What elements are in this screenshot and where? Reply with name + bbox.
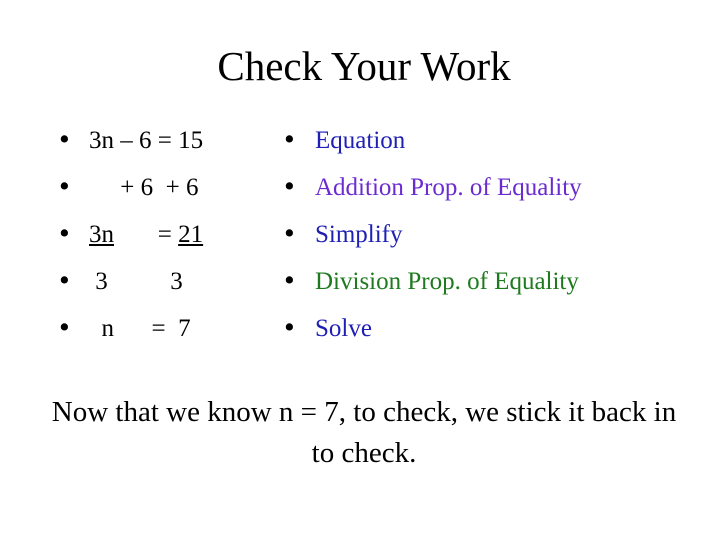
step-underlined-term: 3n	[89, 221, 114, 248]
reason-item	[282, 121, 722, 168]
step-text: =	[114, 221, 179, 248]
equation-step	[57, 168, 262, 215]
bullet-icon: •	[57, 125, 72, 154]
reason-label: Solve	[315, 315, 372, 342]
reason-label: Division Prop. of Equality	[315, 268, 579, 295]
bullet-icon: •	[282, 266, 297, 295]
bullet-icon: •	[282, 172, 297, 201]
slide-title: Check Your Work	[217, 43, 511, 89]
reason-item	[282, 168, 722, 215]
bullet-icon: •	[57, 172, 72, 201]
bullet-icon: •	[57, 313, 72, 342]
step-underlined-value: 21	[178, 221, 204, 248]
bullet-icon: •	[282, 219, 297, 248]
step-text: 3 3	[89, 268, 183, 295]
bullet-icon: •	[282, 313, 297, 342]
equation-step	[57, 309, 262, 356]
reason-label: Equation	[315, 127, 406, 154]
bullet-icon: •	[57, 266, 72, 295]
reason-item	[282, 309, 722, 356]
equation-steps-list	[57, 121, 262, 356]
reason-label: Addition Prop. of Equality	[315, 174, 582, 201]
bullet-icon: •	[57, 219, 72, 248]
step-text: 3n – 6 = 15	[89, 127, 204, 154]
reason-item	[282, 262, 722, 309]
reason-label: Simplify	[315, 221, 403, 248]
equation-step	[57, 121, 262, 168]
step-text: n = 7	[89, 315, 191, 342]
reason-item	[282, 215, 722, 262]
check-note: Now that we know n = 7, to check, we stick it back in to check.	[51, 396, 677, 469]
step-text: + 6 + 6	[89, 174, 199, 201]
equation-step	[57, 215, 262, 262]
bullet-icon: •	[282, 125, 297, 154]
reasons-list	[282, 121, 722, 356]
equation-step	[57, 262, 262, 309]
